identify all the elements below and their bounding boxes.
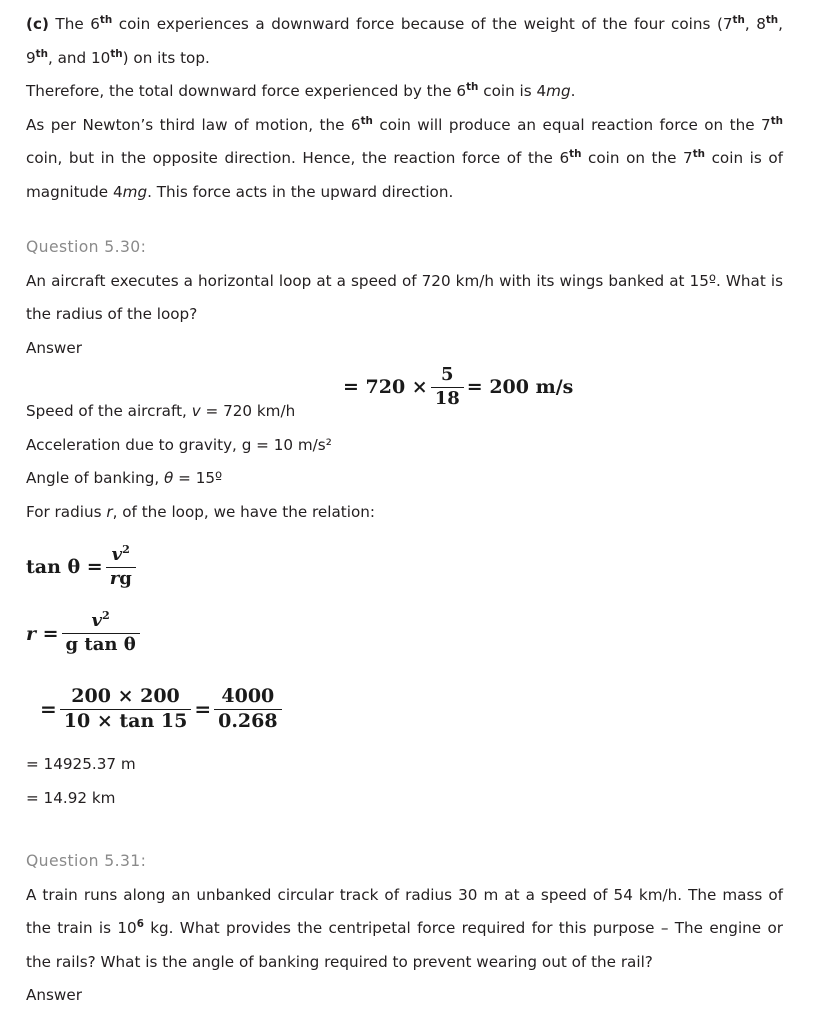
equation-computation — [40, 686, 783, 733]
computation-fraction-1 — [60, 686, 192, 733]
radius-numerator — [62, 611, 140, 634]
paragraph-newtons-third-law — [26, 109, 783, 210]
document-content — [26, 8, 783, 1013]
computation-numerator-1: 200 × 200 — [60, 686, 192, 710]
equation-radius — [26, 611, 783, 655]
part-c-text-end: ) on its top. — [122, 48, 210, 67]
newton-text-6: . This force acts in the upward direction. — [147, 182, 454, 201]
computation-numerator-2: 4000 — [214, 686, 282, 710]
v-exponent-2: 2 — [102, 609, 110, 623]
result-kilometers: = 14.92 km — [26, 788, 116, 807]
ordinal-suffix-6th-2: th — [466, 80, 479, 93]
speed-conversion-equation — [343, 365, 573, 409]
g-symbol: g — [119, 567, 132, 589]
computation-equals-1: = — [40, 697, 57, 722]
part-label-c: (c) — [26, 15, 49, 33]
newton-text-3: coin, but in the opposite direction. Hence, the reaction force of the 6 — [26, 149, 570, 167]
part-c-text-2: coin experiences a downward force because of the weight of the four coins (7 — [112, 15, 733, 33]
question-text-5-31 — [26, 879, 783, 980]
v-symbol-2: v — [91, 610, 102, 632]
answer-label-5-31: Answer — [26, 986, 82, 1005]
v-exponent: 2 — [122, 543, 130, 556]
velocity-symbol: v — [191, 402, 201, 420]
relation-text-1: For radius — [26, 502, 107, 521]
tan-theta-lhs: tan θ = — [26, 556, 103, 579]
q531-text-1: A train runs along an unbanked circular track of radius 30 m at a speed of 54 km/h. The mass of the train is 10 — [26, 885, 783, 938]
angle-of-banking-line — [26, 462, 783, 496]
answer-label-5-30: Answer — [26, 338, 82, 357]
part-c-sep-3: , and 10 — [47, 48, 111, 67]
total-force-text-2: coin is 4 — [478, 82, 547, 100]
computation-fraction-2 — [214, 686, 282, 733]
speed-row — [26, 364, 783, 429]
radius-fraction — [62, 611, 140, 655]
paragraph-total-force — [26, 75, 783, 109]
banking-label: Angle of banking, — [26, 469, 165, 487]
newton-text-1: As per Newton’s third law of motion, the 6 — [26, 115, 361, 134]
computation-equals-2: = — [194, 697, 212, 722]
equation-tan-theta — [26, 545, 783, 589]
force-symbol-mg-2: mg — [122, 182, 148, 201]
ordinal-suffix-9th: th — [35, 47, 48, 60]
part-c-text-1: The 6 — [48, 15, 100, 33]
ordinal-suffix-7th: th — [732, 13, 745, 26]
den-prefix: 10 × — [63, 709, 120, 732]
v-symbol: v — [111, 544, 123, 565]
speed-label: Speed of the aircraft, — [26, 402, 192, 420]
total-force-text-3: . — [570, 82, 576, 100]
equation-spacer-2 — [26, 589, 783, 611]
newton-text-4: coin on the 7 — [581, 149, 693, 167]
speed-conv-denominator: 18 — [434, 387, 460, 409]
ordinal-suffix-6th: th — [99, 13, 113, 26]
ordinal-suffix-8th: th — [765, 13, 779, 26]
relation-text-2: , of the loop, we have the relation: — [112, 502, 375, 521]
relation-intro-line — [26, 496, 783, 530]
force-symbol-mg: mg — [546, 82, 571, 100]
speed-conv-numerator: 5 — [431, 365, 464, 388]
tan-theta-numerator — [106, 545, 136, 568]
equation-spacer-3 — [26, 656, 783, 686]
total-force-text-1: Therefore, the total downward force experienced by the 6 — [26, 82, 467, 100]
section-spacer-1 — [26, 209, 783, 231]
tan-theta-denominator — [106, 568, 136, 590]
part-c-sep-1: , 8 — [744, 15, 766, 33]
banking-value: = 15º — [173, 469, 223, 487]
gravity-line: Acceleration due to gravity, g = 10 m/s² — [26, 435, 332, 454]
exponent-6: 6 — [136, 918, 144, 931]
radius-symbol: r — [106, 502, 113, 521]
speed-conv-lhs: = 720 × — [343, 376, 428, 399]
speed-conv-rhs: = 200 m/s — [466, 376, 574, 399]
radius-lhs-symbol: r = — [26, 622, 59, 645]
ordinal-suffix-10th: th — [110, 47, 123, 60]
question-text-5-30: An aircraft executes a horizontal loop at a speed of 720 km/h with its wings banked at 15º. What is the radius of the loop? — [26, 271, 783, 323]
equation-spacer-4 — [26, 732, 783, 748]
part-c-sep-2: , 9 — [26, 15, 783, 67]
newton-text-5: coin is of magnitude 4 — [26, 149, 783, 201]
paragraph-part-c — [26, 8, 783, 75]
den-tan15: tan 15 — [119, 709, 188, 732]
computation-denominator-1 — [60, 710, 192, 733]
section-spacer-2 — [26, 815, 783, 845]
computation-denominator-2: 0.268 — [218, 709, 278, 732]
tan-theta-fraction — [106, 545, 136, 589]
question-heading-5-31: Question 5.31: — [26, 852, 147, 871]
result-meters: = 14925.37 m — [26, 755, 136, 774]
ordinal-suffix-6th-4: th — [569, 147, 582, 160]
equation-spacer-1 — [26, 529, 783, 545]
ordinal-suffix-7th-2: th — [770, 114, 783, 127]
ordinal-suffix-7th-3: th — [692, 147, 706, 160]
speed-value: = 720 km/h — [200, 402, 296, 420]
theta-symbol: θ — [164, 469, 174, 487]
ordinal-suffix-6th-3: th — [360, 114, 373, 127]
question-heading-5-30: Question 5.30: — [26, 238, 147, 256]
radius-denominator: g tan θ — [65, 634, 136, 656]
speed-conv-fraction — [431, 365, 464, 409]
r-symbol: r — [109, 567, 120, 589]
newton-text-2: coin will produce an equal reaction force on the 7 — [372, 115, 771, 134]
q531-text-2: kg. What provides the centripetal force required for this purpose – The engine or the rails? What is the angle of banking required to prevent wearing out of the rail? — [26, 919, 783, 971]
